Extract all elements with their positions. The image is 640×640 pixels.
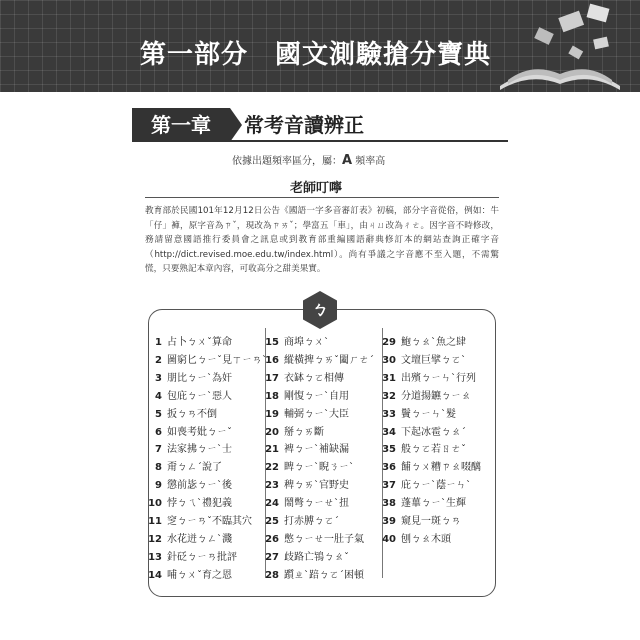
entry-text: 般ㄅㄛ若ㄖㄜˇ bbox=[401, 444, 466, 456]
teacher-note-body: 教育部於民國101年12月12日公告《國語一字多音審訂表》初稿，部分字音從俗，例如：牛「仔」褲，原字音為ㄗˇ，現改為ㄗㄞˇ；學富五「車」，由ㄐㄩ改為ㄔㄜ。因字音不時修改，務請留意國語推行委員會之訊息或到教育部重編國語辭典修訂本的網站查詢正確字音（http://dict.revised.moe.edu.tw/index.html）。尚有爭議之字音應不至入題，不需驚慌，只要熟記本章內容，可收高分之甜美果實。 bbox=[145, 206, 499, 274]
pronunciation-entry bbox=[255, 551, 349, 565]
pronunciation-entry bbox=[138, 426, 232, 440]
pronunciation-entry bbox=[255, 569, 364, 583]
entry-text: 鬢ㄅㄧㄣˋ髮 bbox=[401, 408, 456, 420]
entry-number: 6 bbox=[155, 426, 162, 438]
entry-text: 如喪考妣ㄅㄧˇ bbox=[167, 426, 232, 438]
pronunciation-entry bbox=[138, 479, 232, 493]
pronunciation-entry bbox=[255, 479, 349, 493]
entry-text: 哺ㄅㄨˇ育之恩 bbox=[167, 569, 232, 581]
chapter-banner bbox=[0, 0, 640, 92]
teacher-note-heading: 老師叮嚀 bbox=[290, 181, 343, 196]
entry-text: 歧路亡鴇ㄅㄠˇ bbox=[284, 551, 349, 563]
part-title: 第一部分 國文測驗搶分寶典 bbox=[140, 40, 492, 70]
chapter-header bbox=[132, 108, 508, 142]
entry-number: 21 bbox=[265, 444, 279, 456]
pronunciation-entry bbox=[138, 533, 232, 547]
entry-text: 下起冰雹ㄅㄠˊ bbox=[401, 426, 466, 438]
chapter-underline bbox=[230, 140, 508, 142]
entry-number: 5 bbox=[155, 408, 162, 420]
frequency-note bbox=[232, 152, 385, 168]
entry-text: 鬧彆ㄅㄧㄝˋ扭 bbox=[284, 498, 349, 510]
entry-text: 睥ㄅㄧˋ睨ㄋㄧˋ bbox=[284, 462, 354, 474]
entry-number: 36 bbox=[382, 462, 396, 474]
entry-number: 37 bbox=[382, 480, 396, 492]
entry-number: 19 bbox=[265, 408, 279, 420]
entry-text: 餔ㄅㄨ糟ㄗㄠ啜醨 bbox=[401, 462, 481, 474]
entry-number: 7 bbox=[155, 444, 162, 456]
pronunciation-entry bbox=[372, 408, 456, 422]
pronunciation-entry bbox=[255, 515, 339, 529]
section-badge bbox=[300, 290, 340, 330]
pronunciation-entry bbox=[372, 497, 466, 511]
pronunciation-entry bbox=[372, 336, 466, 350]
pronunciation-entry bbox=[255, 408, 349, 422]
entry-text: 圖窮匕ㄅㄧˇ見ㄒㄧㄢˋ bbox=[167, 354, 267, 366]
entry-number: 26 bbox=[265, 533, 279, 545]
pronunciation-entry bbox=[138, 443, 232, 457]
entry-text: 文壇巨擘ㄅㄛˋ bbox=[401, 354, 466, 366]
pronunciation-entry bbox=[255, 372, 344, 386]
entry-text: 窺見一斑ㄅㄢ bbox=[401, 516, 461, 527]
entry-number: 28 bbox=[265, 569, 279, 581]
entry-number: 29 bbox=[382, 337, 396, 348]
pronunciation-entry bbox=[255, 426, 324, 440]
entry-text: 輔弼ㄅㄧˋ大臣 bbox=[284, 408, 349, 420]
entry-text: 縱橫捭ㄅㄞˇ闔ㄏㄜˊ bbox=[284, 354, 374, 366]
entry-text: 法家拂ㄅㄧˋ士 bbox=[167, 444, 232, 456]
pronunciation-entry bbox=[372, 426, 466, 440]
entry-number: 13 bbox=[148, 551, 162, 563]
entry-number: 12 bbox=[148, 533, 162, 545]
entry-text: 掰ㄅㄞ斷 bbox=[284, 426, 324, 438]
pronunciation-entry bbox=[255, 336, 329, 350]
entry-number: 15 bbox=[265, 337, 279, 348]
pronunciation-entry bbox=[255, 443, 349, 457]
entry-text: 出殯ㄅㄧㄣˋ行列 bbox=[401, 372, 476, 384]
entry-number: 18 bbox=[265, 390, 279, 402]
frequency-suffix: 頻率高 bbox=[352, 156, 386, 167]
pronunciation-entry bbox=[255, 461, 354, 475]
pronunciation-entry bbox=[138, 390, 232, 404]
entry-number: 2 bbox=[155, 354, 162, 366]
pronunciation-entry bbox=[372, 515, 461, 529]
pronunciation-entry bbox=[372, 390, 471, 404]
section-badge-label: ㄅ bbox=[311, 300, 329, 320]
entry-number: 11 bbox=[148, 516, 162, 527]
pronunciation-entry bbox=[372, 372, 476, 386]
entry-text: 衣缽ㄅㄛ相傳 bbox=[284, 372, 344, 384]
entry-text: 鮑ㄅㄠˋ魚之肆 bbox=[401, 337, 466, 348]
entry-text: 稗ㄅㄞˋ官野史 bbox=[284, 480, 349, 492]
entry-text: 庇ㄅㄧˋ蔭ㄧㄣˋ bbox=[401, 480, 471, 492]
entry-number: 39 bbox=[382, 516, 396, 527]
pronunciation-entry bbox=[138, 408, 217, 422]
pronunciation-entry bbox=[372, 461, 481, 475]
entry-text: 甭ㄅㄥˊ說了 bbox=[167, 462, 222, 474]
entry-text: 打赤膊ㄅㄛˊ bbox=[284, 516, 339, 527]
entry-number: 40 bbox=[382, 533, 396, 545]
pronunciation-entry bbox=[255, 497, 349, 511]
pronunciation-entry bbox=[372, 533, 451, 547]
entry-number: 30 bbox=[382, 354, 396, 366]
pronunciation-entry bbox=[138, 354, 267, 368]
entry-text: 分道揚鑣ㄅㄧㄠ bbox=[401, 390, 471, 402]
pronunciation-entry bbox=[138, 497, 232, 511]
entry-number: 31 bbox=[382, 372, 396, 384]
entry-number: 3 bbox=[155, 372, 162, 384]
pronunciation-entry bbox=[255, 533, 364, 547]
entry-text: 針砭ㄅㄧㄢ批評 bbox=[167, 551, 237, 563]
entry-number: 27 bbox=[265, 551, 279, 563]
frequency-label: 依據出題頻率區分，屬： bbox=[232, 156, 342, 167]
entry-number: 34 bbox=[382, 426, 396, 438]
pronunciation-entry bbox=[255, 390, 349, 404]
entry-text: 剛愎ㄅㄧˋ自用 bbox=[284, 390, 349, 402]
entry-number: 25 bbox=[265, 516, 279, 527]
entry-text: 悖ㄅㄟˋ禮犯義 bbox=[167, 498, 232, 510]
entry-text: 刨ㄅㄠ木頭 bbox=[401, 533, 451, 545]
entry-text: 躓ㄓˋ踣ㄅㄛˊ困頓 bbox=[284, 569, 364, 581]
entry-number: 9 bbox=[155, 480, 162, 492]
pronunciation-entry bbox=[138, 336, 232, 350]
entry-number: 4 bbox=[155, 390, 162, 402]
entry-number: 16 bbox=[265, 354, 279, 366]
entry-text: 憋ㄅㄧㄝ一肚子氣 bbox=[284, 533, 364, 545]
entry-number: 33 bbox=[382, 408, 396, 420]
entry-text: 懲前毖ㄅㄧˋ後 bbox=[167, 480, 232, 492]
entry-text: 裨ㄅㄧˋ補缺漏 bbox=[284, 444, 349, 456]
entry-text: 蓬蓽ㄅㄧˋ生輝 bbox=[401, 498, 466, 510]
pronunciation-entry bbox=[138, 461, 222, 475]
entry-number: 23 bbox=[265, 480, 279, 492]
entry-number: 35 bbox=[382, 444, 396, 456]
entry-number: 14 bbox=[148, 569, 162, 581]
entry-text: 包庇ㄅㄧˋ惡人 bbox=[167, 390, 232, 402]
chapter-number: 第一章 bbox=[132, 108, 230, 142]
entry-text: 占卜ㄅㄨˇ算命 bbox=[167, 337, 232, 348]
entry-number: 1 bbox=[155, 337, 162, 348]
pronunciation-entry bbox=[138, 515, 252, 529]
chapter-title: 常考音讀辨正 bbox=[244, 113, 364, 137]
entry-number: 24 bbox=[265, 498, 279, 510]
entry-text: 扳ㄅㄢ不倒 bbox=[167, 408, 217, 420]
entry-number: 10 bbox=[148, 498, 162, 510]
entry-text: 朋比ㄅㄧˋ為奸 bbox=[167, 372, 232, 384]
entry-number: 17 bbox=[265, 372, 279, 384]
open-book-illustration bbox=[490, 0, 630, 92]
pronunciation-entry bbox=[372, 354, 466, 368]
pronunciation-entry bbox=[372, 443, 466, 457]
entry-number: 38 bbox=[382, 498, 396, 510]
entry-number: 32 bbox=[382, 390, 396, 402]
note-divider bbox=[145, 197, 499, 198]
entry-text: 水花迸ㄅㄥˋ濺 bbox=[167, 533, 232, 545]
pronunciation-entry bbox=[138, 551, 237, 565]
frequency-grade: A bbox=[342, 153, 353, 168]
entry-number: 8 bbox=[155, 462, 162, 474]
entry-text: 商埠ㄅㄨˋ bbox=[284, 337, 329, 348]
entry-number: 22 bbox=[265, 462, 279, 474]
pronunciation-entry bbox=[255, 354, 374, 368]
entry-text: 窆ㄅㄧㄢˇ不臨其穴 bbox=[167, 516, 252, 527]
entry-number: 20 bbox=[265, 426, 279, 438]
pronunciation-entry bbox=[138, 569, 232, 583]
pronunciation-entry bbox=[138, 372, 232, 386]
pronunciation-entry bbox=[372, 479, 471, 493]
